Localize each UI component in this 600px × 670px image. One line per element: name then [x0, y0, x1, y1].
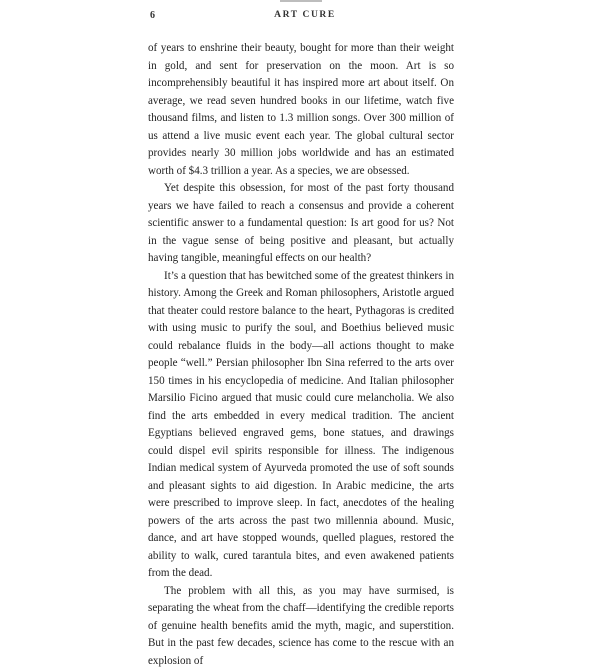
body-text — [148, 40, 454, 670]
running-head: ART CURE — [150, 10, 460, 20]
page-header — [150, 10, 460, 24]
page-number: 6 — [150, 10, 156, 21]
paragraph: of years to enshrine their beauty, bought for more than their weight in gold, and sent for preservation on the moon. Art is so incomprehensibly beautiful it has inspired more art about itself. On average, we read seven hundred books in our lifetime, watch five thousand films, and listen to 1.3 million songs. Over 300 million of us attend a live music event each year. The global cultural sector provides nearly 30 million jobs worldwide and has an estimated worth of $4.3 trillion a year. As a species, we are obsessed. — [148, 40, 454, 180]
paragraph: It’s a question that has bewitched some of the greatest thinkers in history. Among the Greek and Roman philosophers, Aristotle argued that theater could restore balance to the heart, Pythagoras is credited with using music to purify the soul, and Boethius believed music could rebalance fluids in the body—all actions thought to make people “well.” Persian philosopher Ibn Sina referred to the arts over 150 times in his encyclopedia of medicine. And Italian philosopher Marsilio Ficino argued that music could cure melancholia. We also find the arts embedded in every medical tradition. The ancient Egyptians believed engraved gems, bone statues, and drawings could dispel evil spirits responsible for illness. The indigenous Indian medical system of Ayurveda promoted the use of soft sounds and pleasant sights to aid digestion. In Arabic medicine, the arts were prescribed to improve sleep. In fact, anecdotes of the healing powers of the arts across the past two millennia abound. Music, dance, and art have stopped wounds, quelled plagues, restored the ability to walk, cured tarantula bites, and even awakened patients from the dead. — [148, 268, 454, 583]
paragraph: Yet despite this obsession, for most of the past forty thousand years we have failed to reach a consensus and provide a coherent scientific answer to a fundamental question: Is art good for us? Not in the vague sense of being positive and pleasant, but actually having tangible, meaningful effects on our health? — [148, 180, 454, 268]
top-rule — [280, 0, 322, 2]
paragraph: The problem with all this, as you may have surmised, is separating the wheat from the chaff—identifying the credible reports of genuine health benefits amid the myth, magic, and superstition. But in the past few decades, science has come to the rescue with an explosion of — [148, 583, 454, 670]
